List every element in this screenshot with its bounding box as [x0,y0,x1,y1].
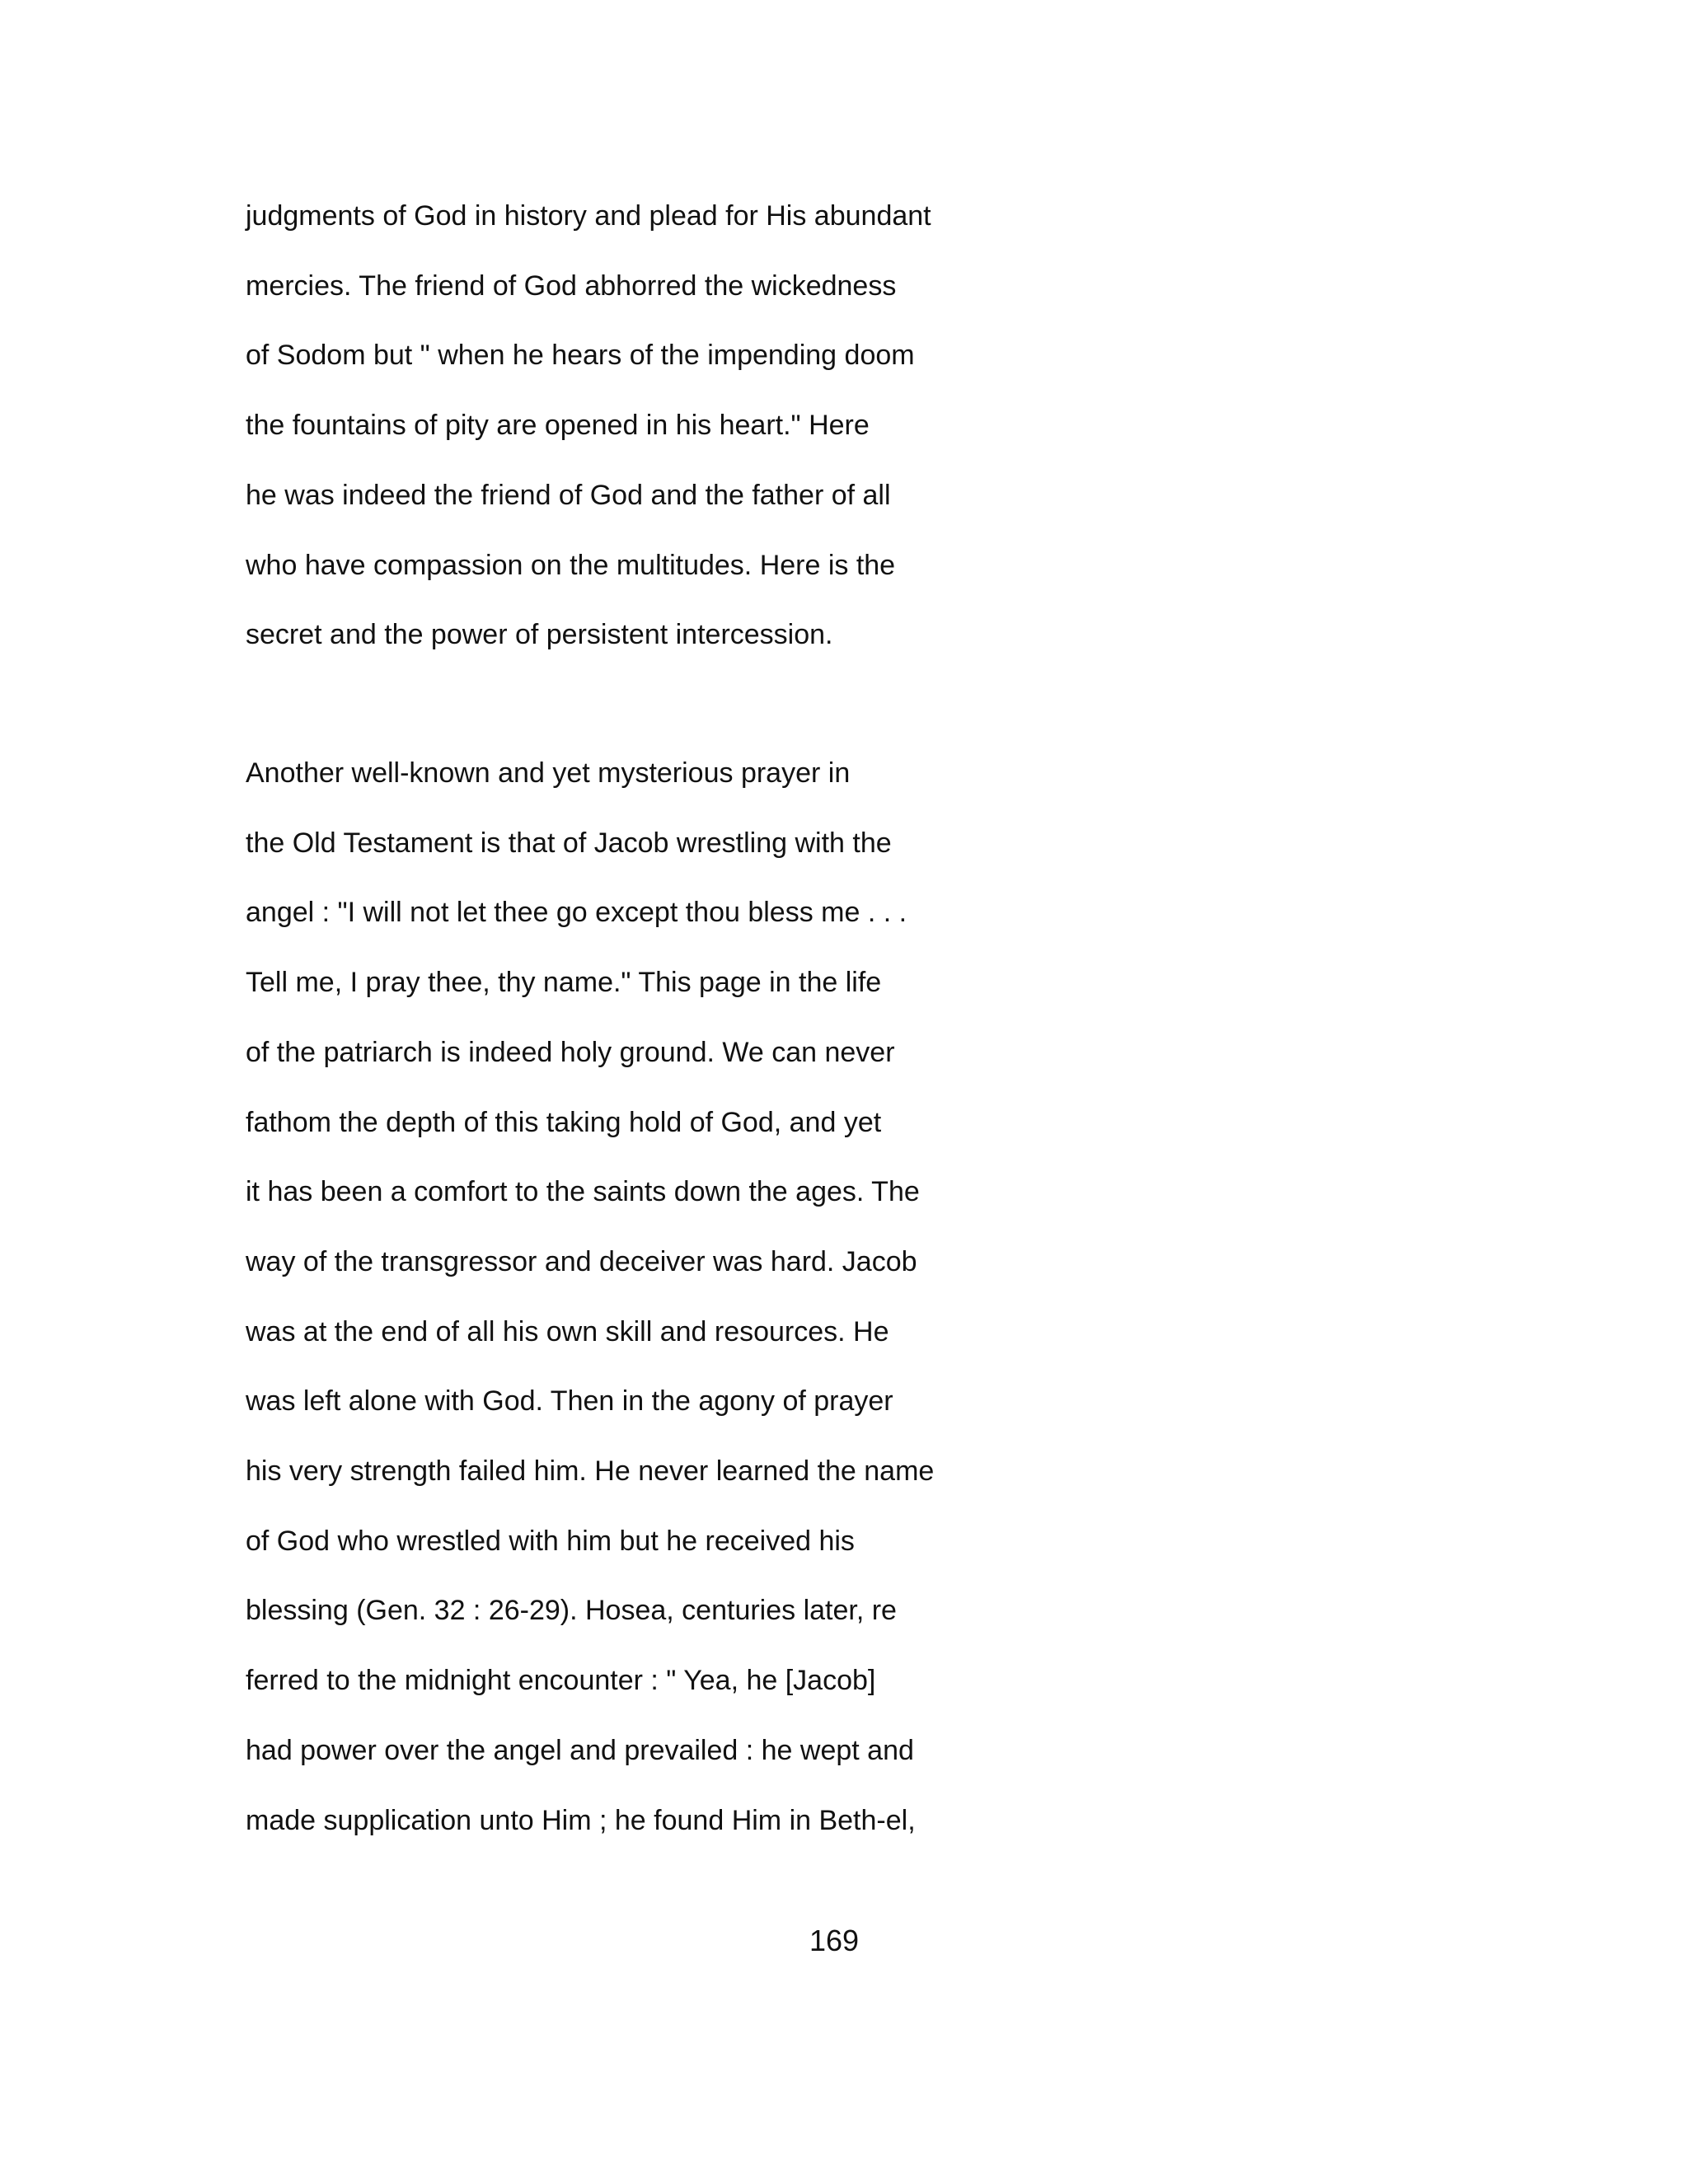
page-number: 169 [809,1924,860,1957]
text-line: who have compassion on the multitudes. Here is the [246,549,896,581]
text-line: the fountains of pity are opened in his heart." Here [246,410,870,442]
text-line: judgments of God in history and plead for His abundant [246,200,931,232]
text-line: was left alone with God. Then in the agony of prayer [246,1385,893,1418]
paragraph-1 [246,181,1276,670]
text-line: had power over the angel and prevailed : he wept and [246,1734,914,1766]
text-line: mercies. The friend of God abhorred the wickedness [246,269,897,302]
text-line: secret and the power of persistent intercession. [246,619,833,651]
text-line: fathom the depth of this taking hold of God, and yet [246,1106,882,1138]
text-line: of Sodom but " when he hears of the impending doom [246,340,915,372]
text-line: the Old Testament is that of Jacob wrestling with the [246,827,892,859]
text-line: of the patriarch is indeed holy ground. We can never [246,1036,895,1068]
text-line: way of the transgressor and deceiver was hard. Jacob [246,1245,917,1277]
text-line: Tell me, I pray thee, thy name." This page in the life [246,967,882,999]
paragraph-2 [246,738,1276,1855]
text-line: his very strength failed him. He never learned the name [246,1455,935,1488]
text-line: it has been a comfort to the saints down the ages. The [246,1176,920,1208]
text-line: Another well-known and yet mysterious prayer in [246,757,851,789]
text-line: angel : "I will not let thee go except thou bless me . . . [246,897,907,929]
text-line: he was indeed the friend of God and the father of all [246,479,891,511]
text-line: was at the end of all his own skill and resources. He [246,1315,889,1347]
text-line: blessing (Gen. 32 : 26-29). Hosea, centuries later, re [246,1595,897,1627]
text-line: of God who wrestled with him but he received his [246,1525,855,1557]
text-line: made supplication unto Him ; he found Him in Beth-el, [246,1804,916,1836]
text-line: ferred to the midnight encounter : " Yea, he [Jacob] [246,1665,876,1697]
